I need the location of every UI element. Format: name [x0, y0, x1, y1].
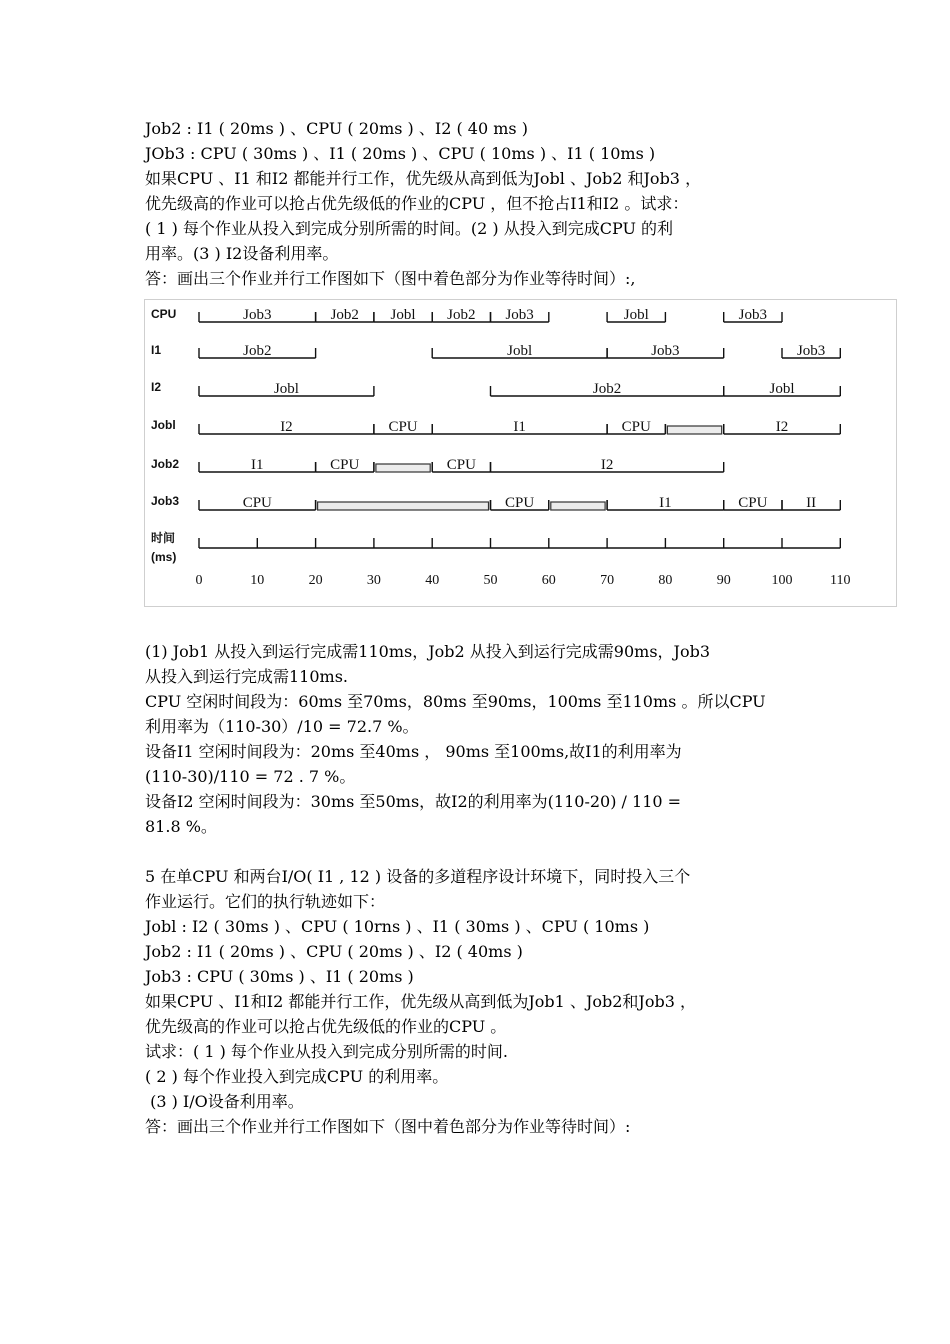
segment-label: Job2	[447, 307, 476, 323]
row-label: CPU	[151, 307, 177, 321]
segment-label: I1	[251, 457, 264, 473]
text-line: 如果CPU 、I1和I2 都能并行工作，优先级从高到低为Job1 、Job2和Job3 ，	[145, 992, 696, 1011]
segment-label: CPU	[242, 495, 272, 511]
segment-label: I1	[659, 495, 672, 511]
segment-label: CPU	[446, 457, 476, 473]
segment-label: Jobl	[623, 307, 649, 323]
text-line: 设备I2 空闲时间段为：30ms 至50ms，故I2的利用率为(110-20) / 110 =	[145, 792, 682, 811]
text-line: 答：画出三个作业并行工作图如下（图中着色部分为作业等待时间）:	[145, 1117, 631, 1136]
time-tick-label: 30	[366, 573, 381, 588]
segment-label: I2	[600, 457, 614, 473]
text-line: 优先级高的作业可以抢占优先级低的作业的CPU 。	[145, 1017, 507, 1036]
text-line: 如果CPU 、I1 和I2 都能并行工作，优先级从高到低为Jobl 、Job2 和Job3 ，	[145, 169, 702, 188]
time-tick-label: 20	[308, 573, 323, 588]
waiting-block	[376, 464, 430, 472]
segment-label: I2	[775, 419, 789, 435]
segment-label: Job2	[243, 343, 272, 359]
segment-label: Jobl	[390, 307, 416, 323]
time-tick-label: 110	[830, 573, 851, 588]
segment-label: Jobl	[273, 381, 299, 397]
segment-label: II	[806, 495, 817, 511]
time-tick-label: 0	[195, 573, 203, 588]
time-axis-label: 时间	[151, 531, 176, 545]
waiting-block	[551, 502, 605, 510]
segment-label: CPU	[505, 495, 535, 511]
text-line: 设备I1 空闲时间段为：20ms 至40ms ， 90ms 至100ms,故I1的利用率为	[145, 742, 682, 761]
row-label: I1	[151, 343, 162, 357]
text-line	[145, 839, 845, 864]
segment-label: I1	[513, 419, 526, 435]
text-line: 优先级高的作业可以抢占优先级低的作业的CPU ，但不抢占I1和I2 。试求：	[145, 194, 689, 213]
row-label: Job2	[151, 457, 180, 471]
text-line: CPU 空闲时间段为：60ms 至70ms，80ms 至90ms，100ms 至110ms 。所以CPU	[145, 692, 766, 711]
text-line: ( 2 ) 每个作业投入到完成CPU 的利用率。	[145, 1067, 449, 1086]
time-tick-label: 80	[658, 573, 673, 588]
time-tick-label: 100	[771, 573, 793, 588]
segment-label: Job2	[592, 381, 622, 397]
row-label: Jobl	[151, 418, 176, 432]
segment-label: CPU	[388, 419, 418, 435]
text-line: 作业运行。它们的执行轨迹如下：	[145, 892, 386, 911]
time-tick-label: 10	[250, 573, 265, 588]
segment-label: Job2	[330, 307, 359, 323]
segment-label: CPU	[330, 457, 360, 473]
text-line: 试求：( 1 ) 每个作业从投入到完成分别所需的时间.	[145, 1042, 509, 1061]
segment-label: Job3	[651, 343, 680, 359]
segment-label: Job3	[796, 343, 826, 359]
row-label: I2	[151, 380, 162, 394]
text-line: 5 在单CPU 和两台I/O( I1 , 12 ) 设备的多道程序设计环境下，同时投入三个	[145, 867, 691, 886]
text-line: Jobl : I2 ( 30ms ) 、CPU ( 10rns ) 、I1 ( 30ms ) 、CPU ( 10ms )	[145, 917, 650, 936]
segment-label: Jobl	[507, 343, 533, 359]
time-tick-label: 90	[716, 573, 731, 588]
segment-label: CPU	[738, 495, 768, 511]
gantt-figure	[144, 299, 897, 607]
text-line: 用率。(3 ) I2设备利用率。	[145, 244, 339, 263]
time-tick-label: 40	[425, 573, 440, 588]
waiting-block	[318, 502, 489, 510]
row-label: Job3	[151, 494, 180, 508]
text-line: 从投入到运行完成需110ms.	[145, 667, 349, 686]
time-axis-unit: (ms)	[151, 550, 177, 564]
text-line: (110-30)/110 = 72 . 7 %。	[145, 767, 356, 786]
text-line: Job3 : CPU ( 30ms ) 、I1 ( 20ms )	[145, 967, 414, 986]
text-line: 81.8 %。	[145, 817, 217, 836]
time-tick-label: 50	[483, 573, 498, 588]
text-line: (3 ) I/O设备利用率。	[145, 1092, 304, 1111]
text-line: Job2 : I1 ( 20ms ) 、CPU ( 20ms ) 、I2 ( 40ms )	[145, 942, 523, 961]
time-tick-label: 70	[600, 573, 615, 588]
segment-label: Job3	[505, 307, 534, 323]
text-line: JOb3 : CPU ( 30ms ) 、I1 ( 20ms ) 、CPU ( 10ms ) 、I1 ( 10ms )	[145, 144, 656, 163]
segment-label: CPU	[621, 419, 651, 435]
segment-label: Job3	[738, 307, 768, 323]
text-line: ( 1 ) 每个作业从投入到完成分别所需的时间。(2 ) 从投入到完成CPU 的利	[145, 219, 674, 238]
text-line: 答：画出三个作业并行工作图如下（图中着色部分为作业等待时间）:,	[145, 269, 636, 288]
segment-label: I2	[280, 419, 293, 435]
text-line: (1) Job1 从投入到运行完成需110ms，Job2 从投入到运行完成需90ms，Job3	[145, 642, 710, 661]
segment-label: Jobl	[769, 381, 795, 397]
gantt-chart	[145, 300, 898, 608]
segment-label: Job3	[243, 307, 272, 323]
waiting-block	[667, 426, 721, 434]
text-line: Job2 : I1 ( 20ms ) 、CPU ( 20ms ) 、I2 ( 40 ms )	[145, 119, 528, 138]
text-line: 利用率为（110-30）/10 = 72.7 %。	[145, 717, 419, 736]
time-tick-label: 60	[541, 573, 556, 588]
